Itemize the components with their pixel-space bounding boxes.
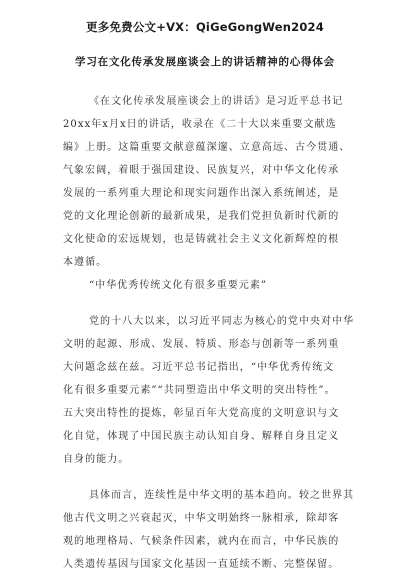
body-line: 文化使命的宏远规划，也是铸就社会主义文化新辉煌的根 <box>63 234 340 245</box>
body-line: 20xx年x月x日的讲话，收录在《二十大以来重要文献选 <box>63 119 337 130</box>
body-line: 发展的一系列重大理论和现实问题作出深入系统阐述，是 <box>63 188 340 199</box>
body-line: 大问题念兹在兹。习近平总书记指出，“中华优秀传统文 <box>63 362 335 373</box>
body-line: 《在文化传承发展座谈会上的讲话》是习近平总书记 <box>89 96 344 107</box>
document-title: 学习在文化传承发展座谈会上的讲话精神的心得体会 <box>75 56 335 68</box>
promo-header: 更多免费公文+VX：QiGeGongWen2024 <box>86 20 324 34</box>
body-line: 五大突出特性的提炼，彰显百年大党高度的文明意识与文 <box>63 408 340 419</box>
body-line: 气象宏阔，着眼于强国建设、民族复兴，对中华文化传承 <box>63 165 340 176</box>
body-line: 具体而言，连续性是中华文明的基本趋向。较之世界其 <box>89 490 355 501</box>
body-line: 党的文化理论创新的最新成果，是我们党担负新时代新的 <box>63 211 340 222</box>
body-line: 本遵循。 <box>63 257 108 268</box>
body-line: 党的十八大以来，以习近平同志为核心的党中央对中华 <box>89 316 355 327</box>
body-line: 自身的能力。 <box>63 454 130 465</box>
body-line: 观的地理格局、气候条件因素，就内在而言，中华民族的 <box>63 536 340 547</box>
body-line: 文明的起源、形成、发展、特质、形态与创新等一系列重 <box>63 339 340 350</box>
body-line: 化有很多重要元素”“共同塑造出中华文明的突出特性”。 <box>63 385 336 396</box>
quote-heading: “中华优秀传统文化有很多重要元素” <box>89 280 268 291</box>
body-line: 他古代文明之兴衰起灭，中华文明始终一脉相承，除却客 <box>63 513 340 524</box>
body-line: 编》上册。这篇重要文献意蕴深邃、立意高远、古今贯通、 <box>63 142 351 153</box>
body-line: 人类遗传基因与国家文化基因一直延续不断、完整保留。 <box>63 559 340 570</box>
body-line: 化自觉，体现了中国民族主动认知自身、解释自身且定义 <box>63 431 340 442</box>
